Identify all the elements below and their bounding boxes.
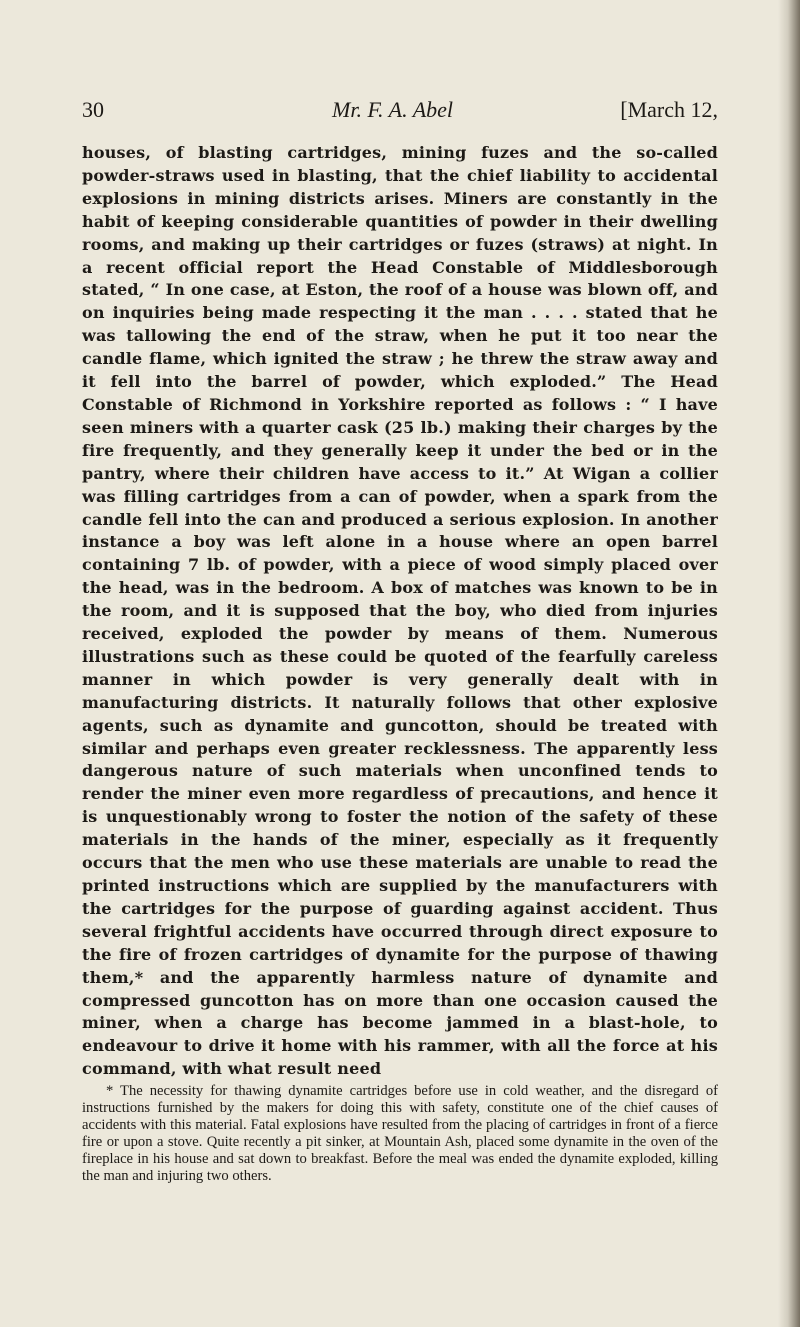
footnote: * The necessity for thawing dynamite cartridges before use in cold weather, and the disregard of instructions furnished by the makers for doing this with safety, constitute one of the chief causes of accidents with this material. Fatal explosions have resulted from the placing of cartridges in front of a fierce fire or upon a stove. Quite recently a pit sinker, at Mountain Ash, placed some dynamite in the oven of the fireplace in his house and sat down to breakfast. Before the meal was ended the dynamite exploded, killing the man and injuring two others.: [82, 1083, 718, 1185]
running-date: [March 12,: [620, 97, 718, 122]
page-edge-shadow: [778, 0, 800, 1327]
running-header: [82, 97, 718, 127]
body-paragraph: houses, of blasting cartridges, mining fuzes and the so-called powder-straws used in blasting, that the chief liability to accidental explosions in mining districts arises. Miners are constantly in the habit of keeping considerable quantities of powder in their dwelling rooms, and making up their cartridges or fuzes (straws) at night. In a recent official report the Head Constable of Middlesborough stated, “ In one case, at Eston, the roof of a house was blown off, and on inquiries being made respecting it the man . . . . stated that he was tallowing the end of the straw, when he put it too near the candle flame, which ignited the straw ; he threw the straw away and it fell into the barrel of powder, which exploded.” The Head Constable of Richmond in Yorkshire reported as follows : “ I have seen miners with a quarter cask (25 lb.) making their charges by the fire frequently, and they generally keep it under the bed or in the pantry, where their children have access to it.” At Wigan a collier was filling cartridges from a can of powder, when a spark from the candle fell into the can and produced a serious explosion. In another instance a boy was left alone in a house where an open barrel containing 7 lb. of powder, with a piece of wood simply placed over the head, was in the bedroom. A box of matches was known to be in the room, and it is supposed that the boy, who died from injuries received, exploded the powder by means of them. Numerous illustrations such as these could be quoted of the fearfully careless manner in which powder is very generally dealt with in manufacturing districts. It naturally follows that other explosive agents, such as dynamite and guncotton, should be treated with similar and perhaps even greater recklessness. The apparently less dangerous nature of such materials when unconfined tends to render the miner even more regardless of precautions, and hence it is unquestionably wrong to foster the notion of the safety of these materials in the hands of the miner, especially as it frequently occurs that the men who use these materials are unable to read the printed instructions which are supplied by the manufacturers with the cartridges for the purpose of guarding against accident. Thus several frightful accidents have occurred through direct exposure to the fire of frozen cartridges of dynamite for the purpose of thawing them,* and the apparently harmless nature of dynamite and compressed guncotton has on more than one occasion caused the miner, when a charge has become jammed in a blast-hole, to endeavour to drive it home with his rammer, with all the force at his command, with what result need: [82, 143, 718, 1079]
page-number: 30: [82, 97, 104, 122]
running-title: Mr. F. A. Abel: [332, 97, 454, 122]
